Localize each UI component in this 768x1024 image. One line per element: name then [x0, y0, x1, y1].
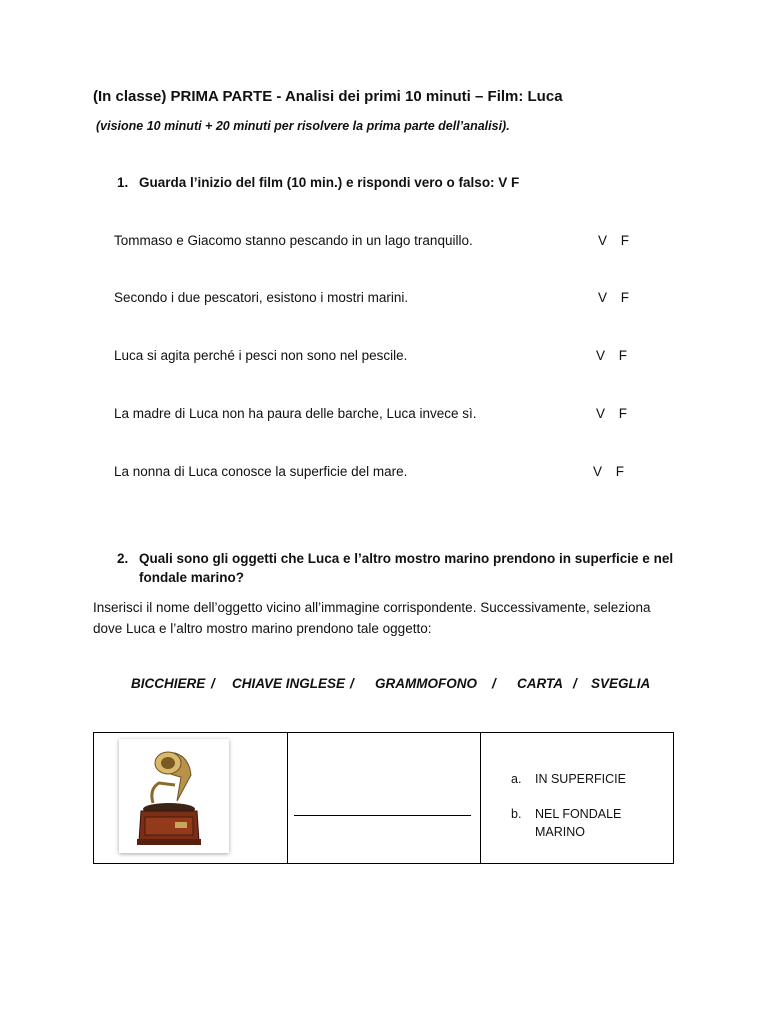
word-separator: /	[350, 676, 354, 691]
question-2-line2: fondale marino?	[139, 570, 245, 585]
statement-4: La madre di Luca non ha paura delle barche, Luca invece sì.	[114, 406, 477, 421]
option-a-letter: a.	[511, 772, 522, 786]
option-a[interactable]: IN SUPERFICIE	[535, 772, 626, 786]
word-bicchiere: BICCHIERE	[131, 676, 206, 691]
question-1-number: 1.	[117, 175, 129, 190]
page-title: (In classe) PRIMA PARTE - Analisi dei primi 10 minuti – Film: Luca	[93, 88, 563, 105]
statement-3-vf[interactable]: V F	[596, 348, 628, 363]
word-carta: CARTA	[517, 676, 563, 691]
word-separator: /	[492, 676, 496, 691]
gramophone-image	[119, 739, 229, 853]
options-cell	[481, 733, 674, 864]
statement-2: Secondo i due pescatori, esistono i mostri marini.	[114, 290, 409, 305]
word-sveglia: SVEGLIA	[591, 676, 651, 691]
statement-5-vf[interactable]: V F	[593, 464, 625, 479]
statement-5: La nonna di Luca conosce la superficie del mare.	[114, 464, 408, 479]
statement-3: Luca si agita perché i pesci non sono nel pescile.	[114, 348, 408, 363]
statement-1-vf[interactable]: V F	[598, 233, 630, 248]
answer-blank-line[interactable]	[294, 815, 471, 816]
word-separator: /	[211, 676, 215, 691]
statement-2-vf[interactable]: V F	[598, 290, 630, 305]
word-chiave-inglese: CHIAVE INGLESE	[232, 676, 346, 691]
gramophone-icon	[119, 739, 229, 853]
image-cell	[94, 733, 288, 864]
option-b-letter: b.	[511, 807, 522, 821]
question-2-number: 2.	[117, 551, 129, 566]
word-grammofono: GRAMMOFONO	[375, 676, 477, 691]
answer-table	[93, 732, 674, 864]
answer-cell[interactable]	[288, 733, 481, 864]
page-subtitle: (visione 10 minuti + 20 minuti per risolvere la prima parte dell’analisi).	[96, 119, 510, 133]
statement-1: Tommaso e Giacomo stanno pescando in un lago tranquillo.	[114, 233, 473, 248]
option-b-line2[interactable]: MARINO	[535, 825, 585, 839]
statement-4-vf[interactable]: V F	[596, 406, 628, 421]
question-2-line1: Quali sono gli oggetti che Luca e l’altro mostro marino prendono in superficie e nel	[139, 551, 674, 566]
option-b[interactable]: NEL FONDALE	[535, 807, 622, 821]
word-separator: /	[573, 676, 577, 691]
question-1-text: Guarda l’inizio del film (10 min.) e rispondi vero o falso: V F	[139, 175, 520, 190]
question-2-instructions: Inserisci il nome dell’oggetto vicino all’immagine corrispondente. Successivamente, seleziona dove Luca e l’altro mostro marino prendono tale oggetto:	[93, 600, 651, 636]
